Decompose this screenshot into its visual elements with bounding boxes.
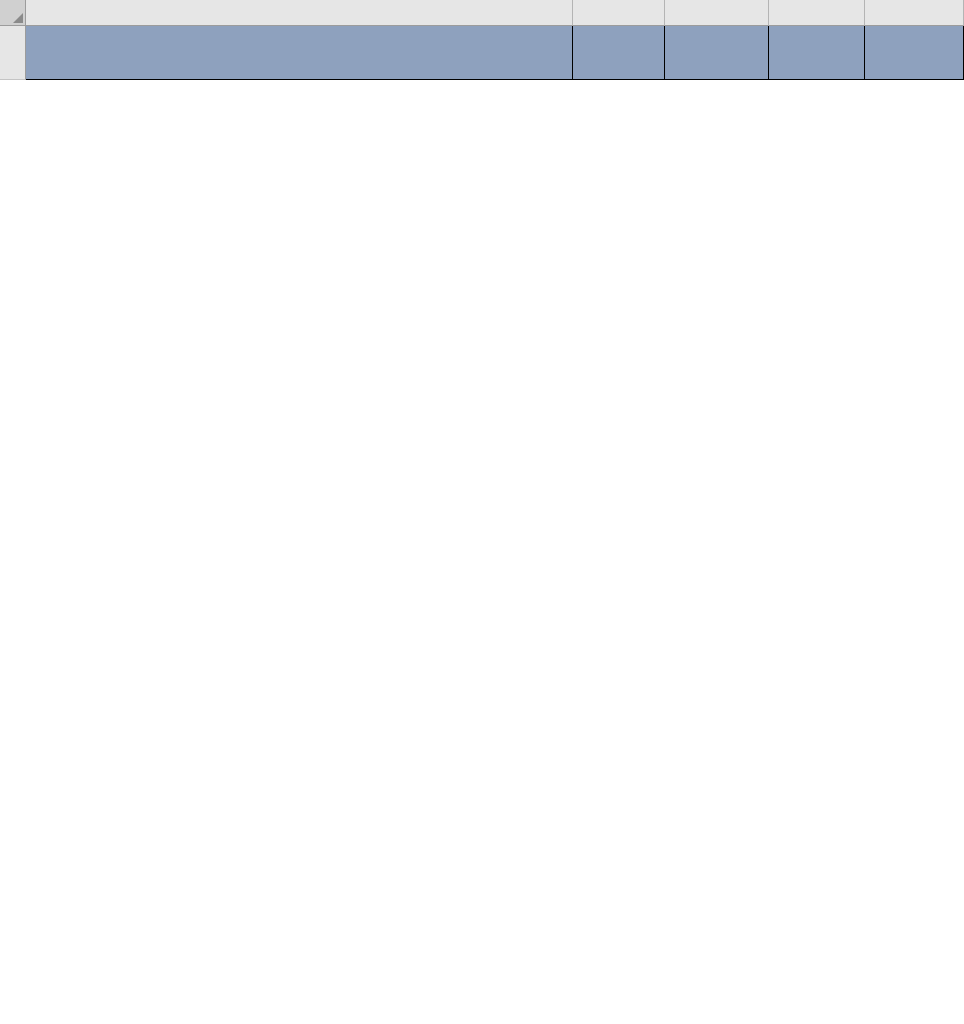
- header-date-c[interactable]: [665, 26, 769, 80]
- header-date-e[interactable]: [865, 26, 964, 80]
- select-all-corner[interactable]: [0, 0, 26, 26]
- header-row: [0, 26, 964, 80]
- header-date-b[interactable]: [573, 26, 665, 80]
- row-number[interactable]: [0, 26, 26, 80]
- select-all-icon: [13, 13, 23, 23]
- header-title-cell[interactable]: [26, 26, 573, 80]
- column-header-b[interactable]: [573, 0, 665, 26]
- column-header-a[interactable]: [26, 0, 573, 26]
- column-header-c[interactable]: [665, 0, 769, 26]
- column-header-d[interactable]: [769, 0, 865, 26]
- header-date-d[interactable]: [769, 26, 865, 80]
- column-header-e[interactable]: [865, 0, 964, 26]
